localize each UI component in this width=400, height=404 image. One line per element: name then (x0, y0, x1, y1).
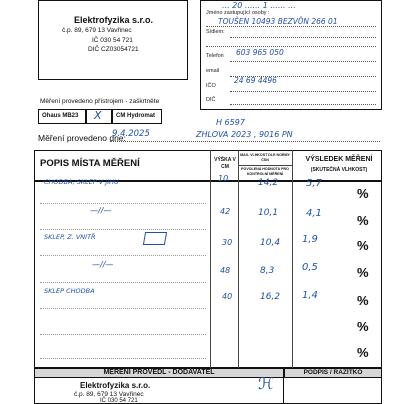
client-ico-label: IČO (206, 83, 216, 89)
seat-line (230, 37, 376, 38)
row-3-height: 30 (222, 238, 233, 247)
measured-date: 9.4.2025 (112, 129, 150, 139)
row-3-line (40, 255, 206, 256)
row-2-place: —//— (90, 206, 112, 215)
row-7-line (40, 358, 206, 359)
ico-line (230, 91, 376, 92)
row-1-pct: % (357, 186, 369, 201)
row-4-pct: % (357, 265, 369, 280)
client-phone-label: Telefon (206, 53, 224, 59)
row-4-height: 48 (220, 266, 231, 275)
row-5-pct: % (357, 293, 369, 308)
max-split-line (238, 165, 292, 166)
instrument-hydromat-label: CM Hydromat (116, 113, 156, 119)
footer-right-box (284, 378, 382, 404)
row-5-max: 16,2 (260, 292, 281, 302)
footer-ico: IČ 030 54 721 (100, 398, 138, 404)
client-email-label: email (206, 68, 220, 74)
row-2-height: 42 (220, 207, 231, 216)
row-1-height: 10 (218, 174, 229, 183)
row-4-result: 0,5 (302, 262, 318, 273)
client-seat-label: Sídlem: (206, 29, 225, 35)
col-line-2 (238, 150, 239, 368)
row-2-line (40, 229, 206, 230)
col-max-header-bottom: POVOLENÁ HODNOTA PRO KONTROLNÍ MĚŘENÍ (241, 167, 289, 176)
seat-line-2 (206, 46, 376, 47)
company-name: Elektrofyzika s.r.o. (74, 15, 154, 25)
row-3-pct: % (357, 238, 369, 253)
col-line-3 (292, 150, 293, 368)
col-height-header: VÝŠKA V CM (214, 157, 236, 170)
company-ico: IČ 030 54 721 (92, 37, 133, 44)
row-6-pct: % (357, 319, 369, 334)
row-2-pct: % (357, 213, 369, 228)
row-3-max: 10,4 (260, 238, 281, 248)
footer-address: č.p. 89, 679 13 Vavřinec (74, 391, 144, 398)
measured-line (110, 141, 380, 142)
client-rep-label: Jméno zastupující osoby : (206, 10, 270, 16)
footer-company: Elektrofyzika s.r.o. (80, 381, 151, 390)
row-5-place: SKLEP CHODBA (44, 287, 95, 295)
footer-signature: ℋ (258, 374, 274, 393)
company-dic: DIČ CZ03054721 (88, 46, 139, 53)
row-3-result: 1,9 (302, 234, 318, 245)
instrument-ohaus-mark: X (94, 109, 102, 122)
row-3-sketch (143, 232, 167, 245)
dic-line (230, 104, 376, 105)
measured-ref: H 6597 (216, 118, 245, 127)
client-phone-value: 603 965 050 (236, 48, 284, 57)
row-1-max: 14,2 (258, 178, 279, 188)
footer-right-title: PODPIS / RAZÍTKO (303, 369, 363, 376)
row-5-line (40, 308, 206, 309)
row-4-line (40, 282, 206, 283)
col-max-header-top: MAX. VLHKOST DLE NORMY ČSN (240, 153, 290, 162)
client-dic-label: DIČ (206, 97, 216, 103)
col-place-header: POPIS MÍSTA MĚŘENÍ (40, 158, 140, 169)
row-1-result: 5,7 (306, 178, 322, 189)
footer-left-title: MĚŘENÍ PROVEDL - DODAVATEL (103, 369, 215, 376)
row-1-place: CHODBA, SKLEP V JIHU (44, 178, 119, 186)
instrument-label: Měření provedeno přístrojem - zaškrtněte (40, 98, 160, 105)
client-top-value: ... 20 ...... 1 ...... ... (222, 1, 296, 10)
row-5-height: 40 (222, 292, 233, 301)
row-4-max: 8,3 (260, 266, 275, 276)
row-4-place: —//— (92, 260, 114, 269)
measured-label: Měření provedeno dne: (38, 133, 126, 143)
rep-line (206, 26, 376, 27)
row-5-result: 1,4 (302, 290, 318, 301)
row-3-place: SKLEP, Z. VNITŘ (44, 233, 96, 241)
instrument-ohaus-label: Ohaus MB23 (42, 113, 79, 119)
measured-place: ZHLOVA 2023 , 9016 PN (196, 130, 293, 139)
col-line-1 (210, 150, 211, 368)
phone-line (230, 61, 376, 62)
row-2-max: 10,1 (258, 208, 279, 218)
row-7-pct: % (357, 345, 369, 360)
row-1-line (40, 203, 206, 204)
client-rep-value: TOUŠEN 10493 BEZVŮN 266 01 (218, 17, 338, 26)
client-ico-value: 24 69 4496 (234, 76, 277, 85)
row-6-line (40, 334, 206, 335)
col-result-header: VÝSLEDEK MĚŘENÍ (305, 156, 373, 163)
company-address: č.p. 89, 679 13 Vavřinec (62, 27, 132, 34)
footer-left-box (34, 378, 284, 404)
col-result-subheader: (SKUTEČNÁ VLHKOST) (310, 167, 368, 173)
row-2-result: 4,1 (306, 208, 322, 219)
